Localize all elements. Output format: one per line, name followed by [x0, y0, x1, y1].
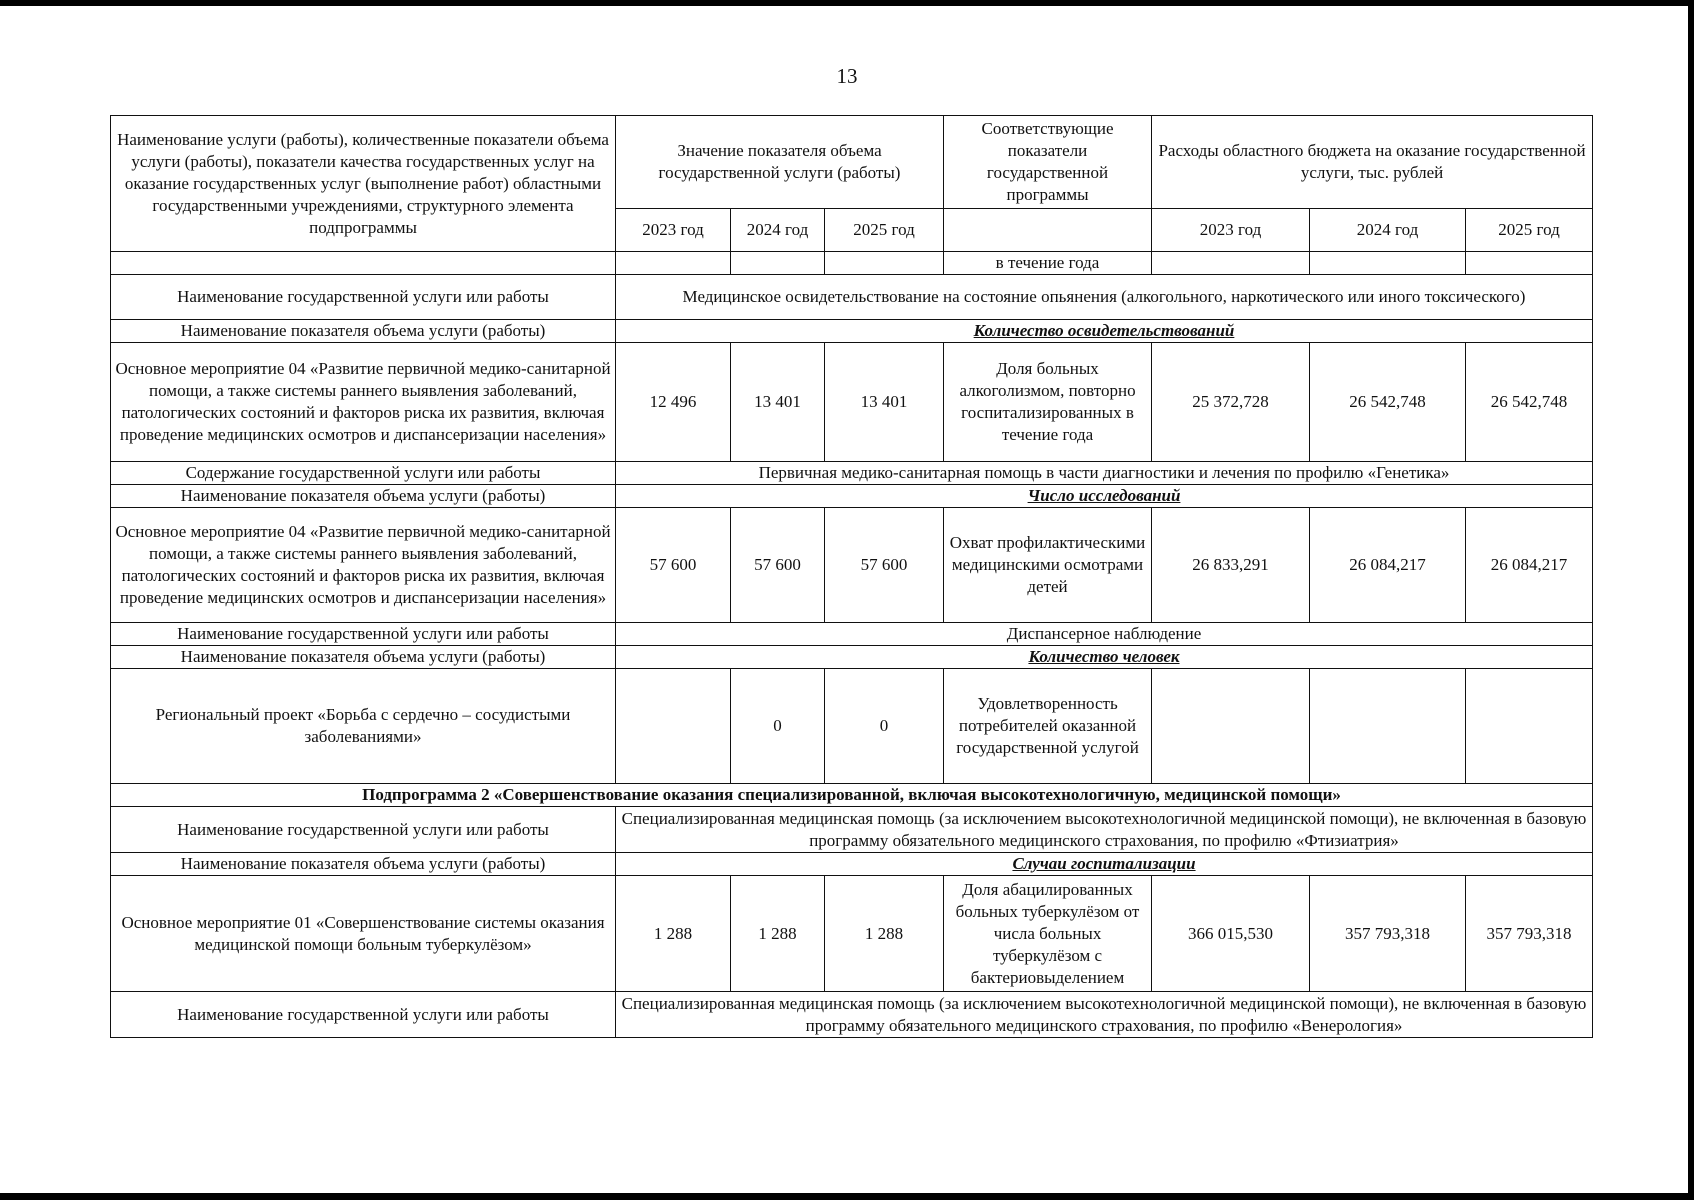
row-label: Наименование показателя объема услуги (работы) — [111, 853, 616, 876]
budget-2025: 26 542,748 — [1466, 343, 1593, 462]
header-budget-year-2024: 2024 год — [1310, 209, 1466, 252]
table-row — [111, 343, 1593, 462]
table-row — [111, 275, 1593, 320]
row-label: Наименование государственной услуги или работы — [111, 807, 616, 853]
measure-name: Основное мероприятие 04 «Развитие первичной медико-санитарной помощи, а также системы раннего выявления заболеваний, патологических состояний и факторов риска их развития, включая проведение медицинских осмотров и диспансеризации населения» — [111, 508, 616, 623]
header-volume-year-2025: 2025 год — [825, 209, 944, 252]
row-label: Наименование показателя объема услуги (работы) — [111, 320, 616, 343]
page-border-top — [0, 0, 1694, 6]
volume-2023: 57 600 — [616, 508, 731, 623]
volume-indicator-name: Случаи госпитализации — [616, 853, 1593, 876]
budget-2025 — [1466, 669, 1593, 784]
row-label: Наименование показателя объема услуги (работы) — [111, 646, 616, 669]
budget-2023: 25 372,728 — [1152, 343, 1310, 462]
header-budget-year-2025: 2025 год — [1466, 209, 1593, 252]
measure-name: Основное мероприятие 04 «Развитие первичной медико-санитарной помощи, а также системы раннего выявления заболеваний, патологических состояний и факторов риска их развития, включая проведение медицинских осмотров и диспансеризации населения» — [111, 343, 616, 462]
budget-2024 — [1310, 669, 1466, 784]
volume-indicator-name: Количество человек — [616, 646, 1593, 669]
volume-2024: 0 — [731, 669, 825, 784]
budget-2024: 26 084,217 — [1310, 508, 1466, 623]
header-volume-year-2023: 2023 год — [616, 209, 731, 252]
header-row — [111, 116, 1593, 209]
header-volume: Значение показателя объема государственной услуги (работы) — [616, 116, 944, 209]
table-row — [111, 485, 1593, 508]
table-row — [111, 669, 1593, 784]
table-row — [111, 623, 1593, 646]
row-label: Содержание государственной услуги или работы — [111, 462, 616, 485]
table-row — [111, 646, 1593, 669]
budget-services-table — [110, 115, 1593, 1038]
page-number: 13 — [836, 64, 858, 88]
header-budget-year-2023: 2023 год — [1152, 209, 1310, 252]
volume-2025: 13 401 — [825, 343, 944, 462]
budget-2023: 366 015,530 — [1152, 876, 1310, 992]
program-indicator: Удовлетворенность потребителей оказанной государственной услугой — [944, 669, 1152, 784]
service-content-value: Первичная медико-санитарная помощь в части диагностики и лечения по профилю «Генетика» — [616, 462, 1593, 485]
measure-name: Основное мероприятие 01 «Совершенствование системы оказания медицинской помощи больным туберкулёзом» — [111, 876, 616, 992]
header-indicator-empty — [944, 209, 1152, 252]
table-row — [111, 462, 1593, 485]
header-program-indicators: Соответствующие показатели государственной программы — [944, 116, 1152, 209]
table-row — [111, 252, 1593, 275]
header-budget: Расходы областного бюджета на оказание государственной услуги, тыс. рублей — [1152, 116, 1593, 209]
volume-2024: 1 288 — [731, 876, 825, 992]
row-label: Наименование государственной услуги или работы — [111, 623, 616, 646]
measure-name: Региональный проект «Борьба с сердечно – сосудистыми заболеваниями» — [111, 669, 616, 784]
table-row — [111, 320, 1593, 343]
row-label: Наименование государственной услуги или работы — [111, 275, 616, 320]
program-indicator: Доля больных алкоголизмом, повторно госпитализированных в течение года — [944, 343, 1152, 462]
volume-2024: 13 401 — [731, 343, 825, 462]
volume-2024: 57 600 — [731, 508, 825, 623]
table-row — [111, 784, 1593, 807]
service-name-value: Медицинское освидетельствование на состояние опьянения (алкогольного, наркотического или иного токсического) — [616, 275, 1593, 320]
subprogram-heading: Подпрограмма 2 «Совершенствование оказания специализированной, включая высокотехнологичную, медицинской помощи» — [111, 784, 1593, 807]
table-row — [111, 992, 1593, 1038]
volume-indicator-name: Число исследований — [616, 485, 1593, 508]
budget-2025: 26 084,217 — [1466, 508, 1593, 623]
program-indicator: Доля абацилированных больных туберкулёзом от числа больных туберкулёзом с бактериовыделением — [944, 876, 1152, 992]
table-row — [111, 876, 1593, 992]
budget-2023 — [1152, 669, 1310, 784]
volume-2025: 57 600 — [825, 508, 944, 623]
service-name-value: Специализированная медицинская помощь (за исключением высокотехнологичной медицинской помощи), не включенная в базовую программу обязательного медицинского страхования, по профилю «Фтизиатрия» — [616, 807, 1593, 853]
volume-2023: 12 496 — [616, 343, 731, 462]
service-name-value: Специализированная медицинская помощь (за исключением высокотехнологичной медицинской помощи), не включенная в базовую программу обязательного медицинского страхования, по профилю «Венерология» — [616, 992, 1593, 1038]
budget-2024: 357 793,318 — [1310, 876, 1466, 992]
header-volume-year-2024: 2024 год — [731, 209, 825, 252]
service-name-value: Диспансерное наблюдение — [616, 623, 1593, 646]
header-service-name: Наименование услуги (работы), количественные показатели объема услуги (работы), показатели качества государственных услуг на оказание государственных услуг (выполнение работ) областными государственными учреждениями, структурного элемента подпрограммы — [111, 116, 616, 252]
volume-2023: 1 288 — [616, 876, 731, 992]
table-row — [111, 853, 1593, 876]
row-label: Наименование показателя объема услуги (работы) — [111, 485, 616, 508]
budget-2024: 26 542,748 — [1310, 343, 1466, 462]
budget-2023: 26 833,291 — [1152, 508, 1310, 623]
budget-2025: 357 793,318 — [1466, 876, 1593, 992]
table-row — [111, 807, 1593, 853]
volume-2023 — [616, 669, 731, 784]
page-border-right — [1688, 0, 1694, 1200]
volume-2025: 0 — [825, 669, 944, 784]
carry-over-indicator: в течение года — [944, 252, 1152, 275]
volume-2025: 1 288 — [825, 876, 944, 992]
program-indicator: Охват профилактическими медицинскими осмотрами детей — [944, 508, 1152, 623]
volume-indicator-name: Количество освидетельствований — [616, 320, 1593, 343]
row-label: Наименование государственной услуги или работы — [111, 992, 616, 1038]
page-border-bottom — [0, 1193, 1694, 1200]
table-row — [111, 508, 1593, 623]
